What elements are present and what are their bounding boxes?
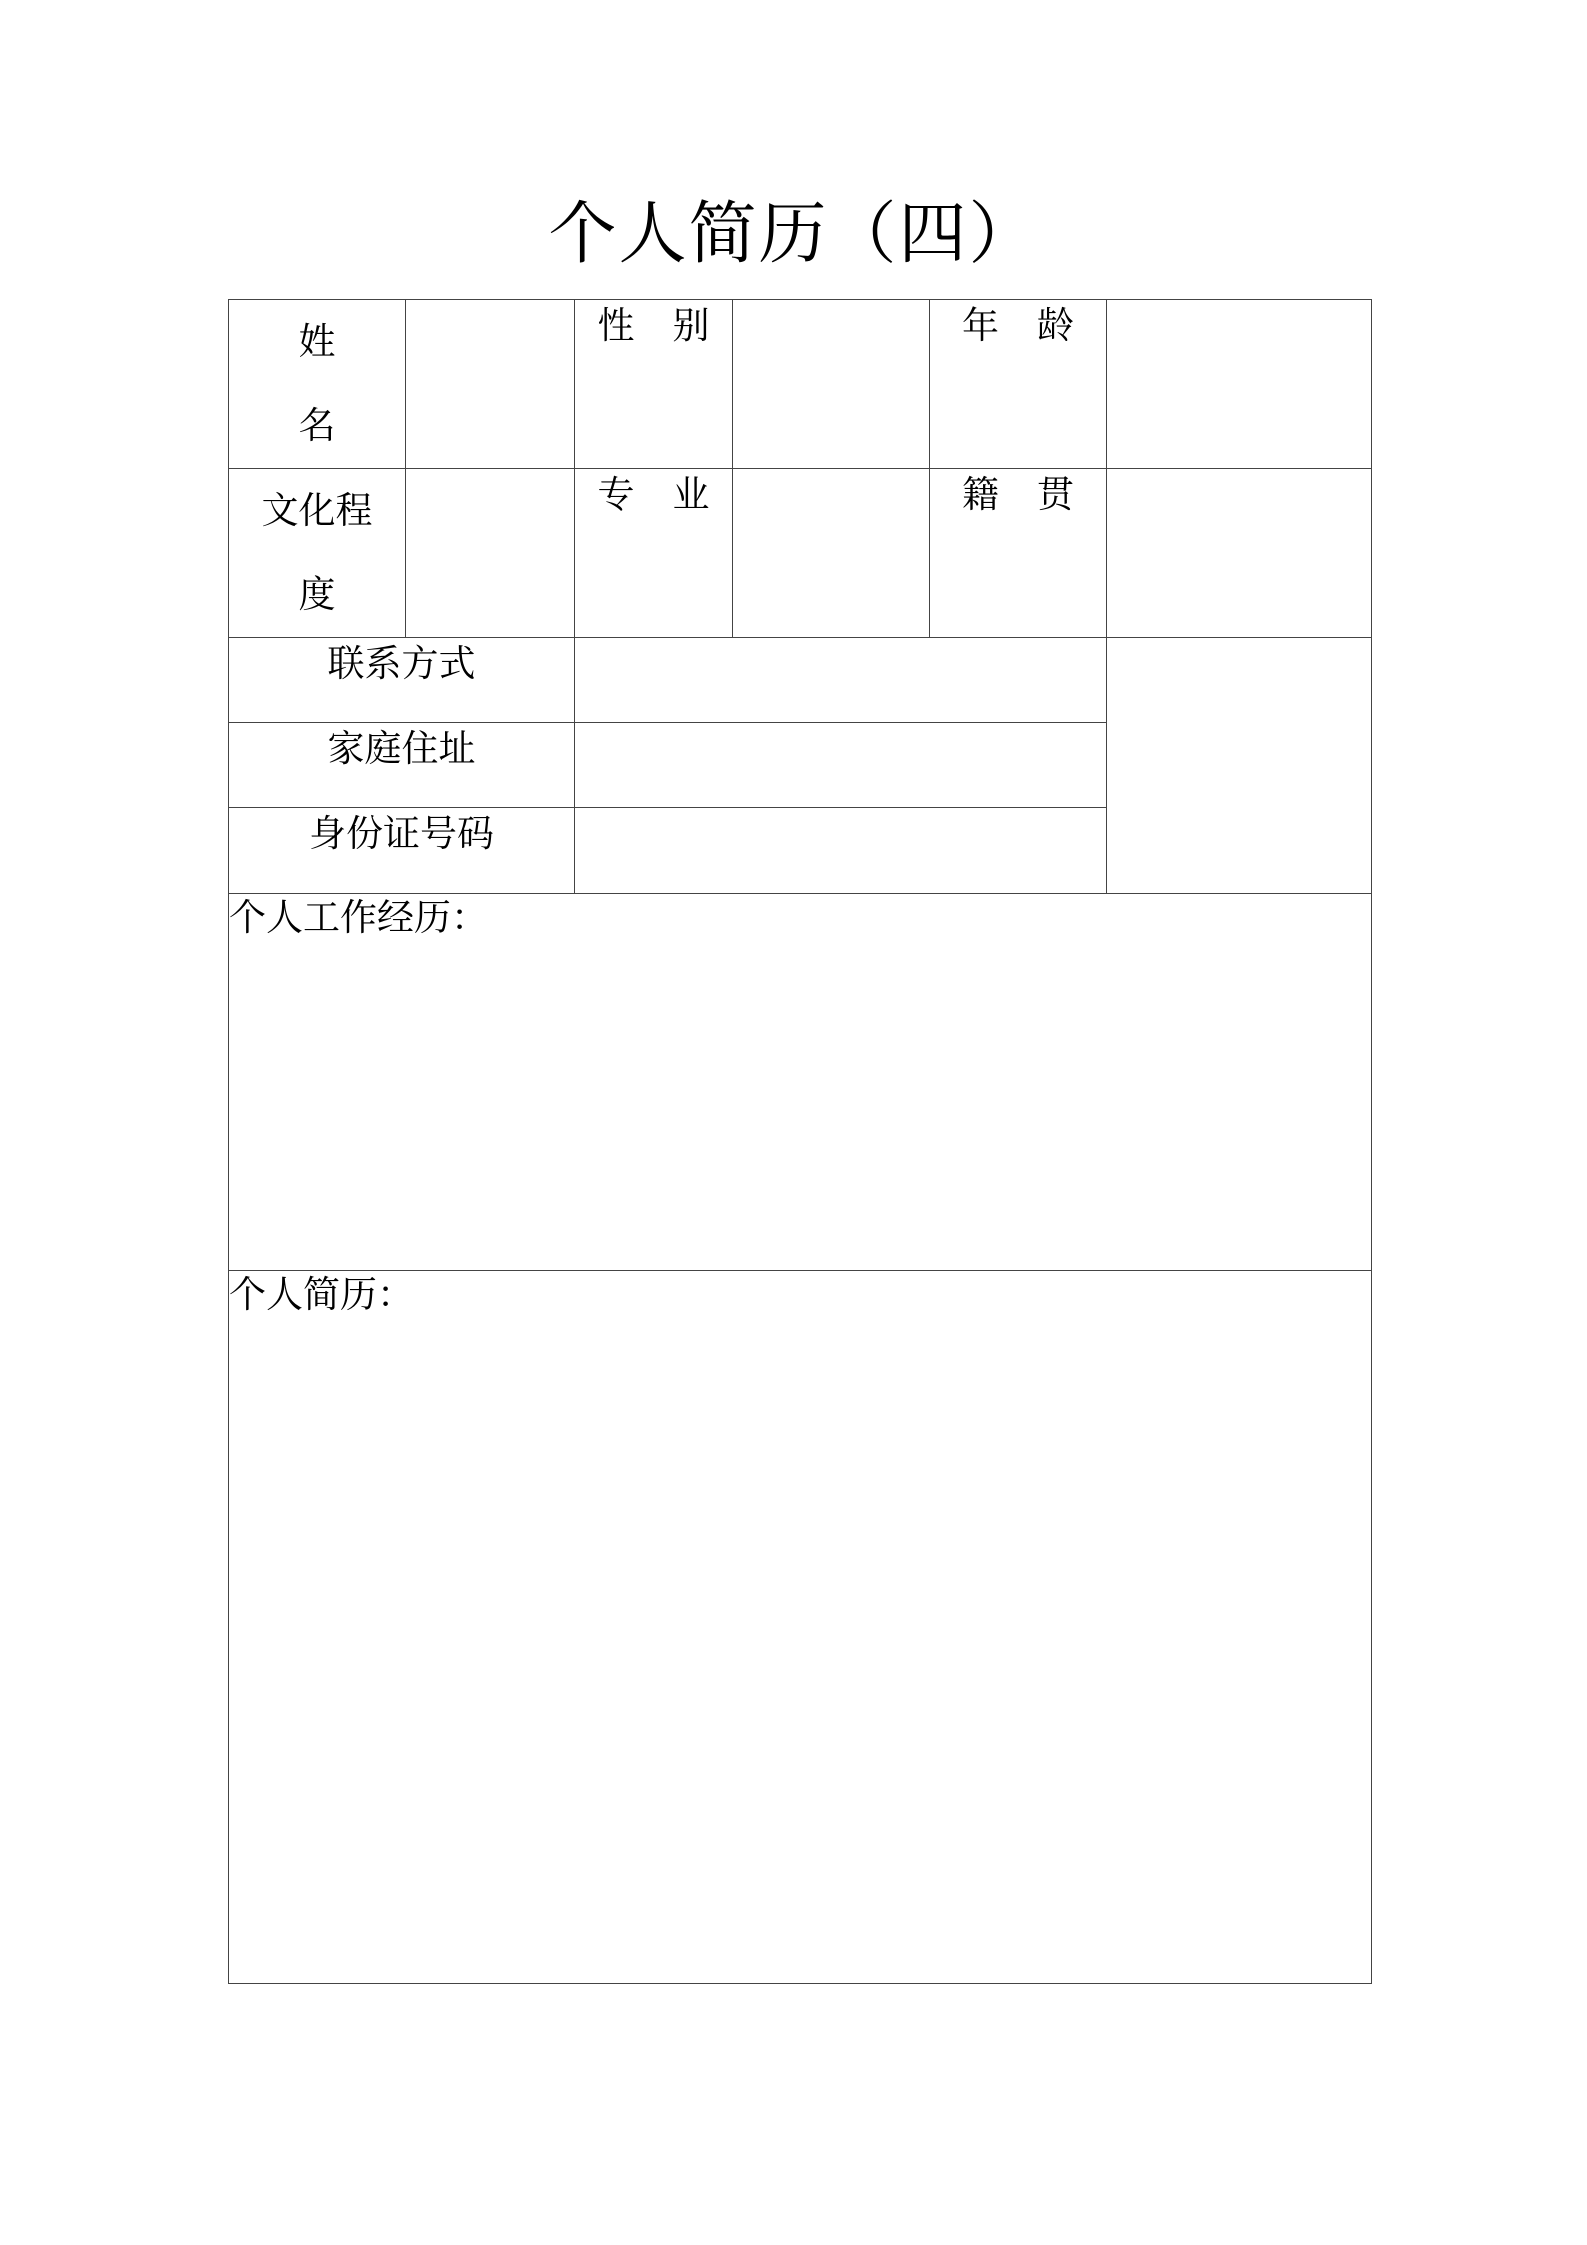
name-label: 姓 名	[229, 300, 406, 469]
row-contact	[229, 638, 1372, 723]
contact-value-cell[interactable]	[575, 638, 1107, 723]
education-label: 文化程 度	[229, 469, 406, 638]
resume-table	[228, 299, 1372, 1984]
name-value-cell[interactable]	[406, 300, 575, 469]
contact-label: 联系方式	[229, 638, 575, 723]
work-experience-label: 个人工作经历：	[229, 896, 488, 939]
gender-label: 性 别	[575, 300, 733, 469]
id-number-label: 身份证号码	[229, 808, 575, 894]
resume-section[interactable]	[229, 1271, 1372, 1984]
home-address-label: 家庭住址	[229, 723, 575, 808]
native-place-value-cell[interactable]	[1107, 469, 1372, 638]
education-value-cell[interactable]	[406, 469, 575, 638]
resume-label: 个人简历：	[229, 1273, 414, 1316]
row-resume	[229, 1271, 1372, 1984]
row-work-experience	[229, 894, 1372, 1271]
age-label: 年 龄	[930, 300, 1107, 469]
native-place-label: 籍 贯	[930, 469, 1107, 638]
major-label: 专 业	[575, 469, 733, 638]
row-basic-info-2	[229, 469, 1372, 638]
page-title: 个人简历（四）	[548, 195, 1039, 274]
gender-value-cell[interactable]	[733, 300, 930, 469]
work-experience-section[interactable]	[229, 894, 1372, 1271]
age-value-cell[interactable]	[1107, 300, 1372, 469]
id-number-value-cell[interactable]	[575, 808, 1107, 894]
home-address-value-cell[interactable]	[575, 723, 1107, 808]
row-basic-info-1	[229, 300, 1372, 469]
photo-cell[interactable]	[1107, 638, 1372, 894]
major-value-cell[interactable]	[733, 469, 930, 638]
